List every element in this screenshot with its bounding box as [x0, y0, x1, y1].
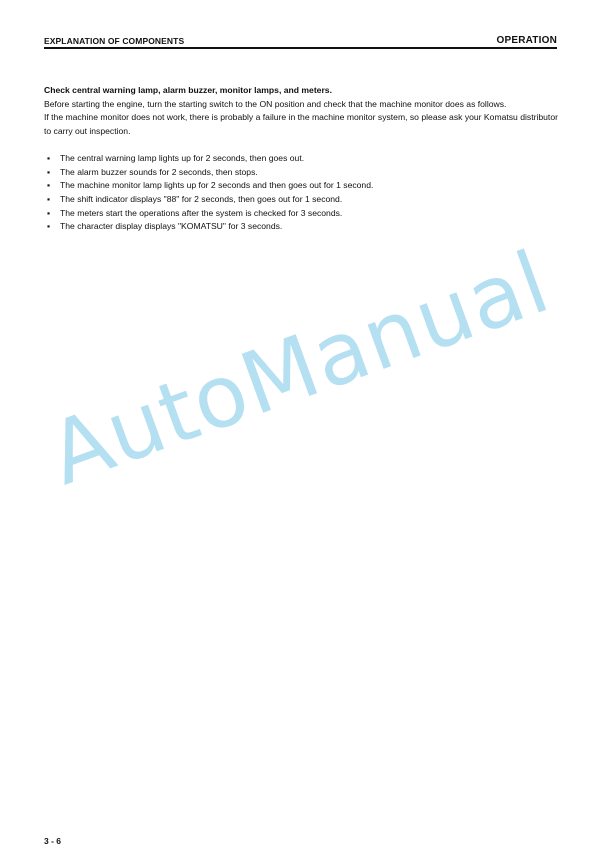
- check-list: [44, 152, 558, 234]
- bullet-icon: ▪: [47, 207, 51, 218]
- section-heading: Check central warning lamp, alarm buzzer, monitor lamps, and meters.: [44, 85, 332, 95]
- list-item: [47, 152, 558, 166]
- page-number: 3 - 6: [44, 836, 62, 846]
- list-item-text: The machine monitor lamp lights up for 2 seconds and then goes out for 1 second.: [60, 180, 374, 191]
- list-item: [47, 166, 558, 180]
- bullet-icon: ▪: [47, 166, 51, 177]
- bullet-icon: ▪: [47, 193, 51, 204]
- bullet-icon: ▪: [47, 152, 51, 163]
- list-item-text: The character display displays "KOMATSU" for 3 seconds.: [60, 221, 283, 232]
- section-title: EXPLANATION OF COMPONENTS: [44, 36, 185, 46]
- bullet-icon: ▪: [47, 221, 51, 232]
- list-item: [47, 207, 558, 221]
- list-item: [47, 193, 558, 207]
- paragraph-before-starting: Before starting the engine, turn the starting switch to the ON position and check that the machine monitor does as follows.: [44, 98, 507, 109]
- list-item-text: The alarm buzzer sounds for 2 seconds, then stops.: [60, 166, 258, 177]
- watermark: AutoManual: [36, 232, 562, 505]
- list-item-text: The central warning lamp lights up for 2 seconds, then goes out.: [60, 152, 305, 163]
- chapter-title: OPERATION: [496, 35, 557, 46]
- paragraph-failure-note: If the machine monitor does not work, there is probably a failure in the machine monitor system, so please ask your Komatsu distributor to carry out inspection.: [44, 112, 558, 137]
- page-header: [44, 33, 557, 49]
- list-item: [47, 179, 558, 193]
- list-item-text: The meters start the operations after the system is checked for 3 seconds.: [60, 207, 343, 218]
- list-item-text: The shift indicator displays "88" for 2 seconds, then goes out for 1 second.: [60, 193, 343, 204]
- main-content: [44, 84, 558, 234]
- bullet-icon: ▪: [47, 180, 51, 191]
- list-item: [47, 220, 558, 234]
- header-divider: [44, 47, 557, 49]
